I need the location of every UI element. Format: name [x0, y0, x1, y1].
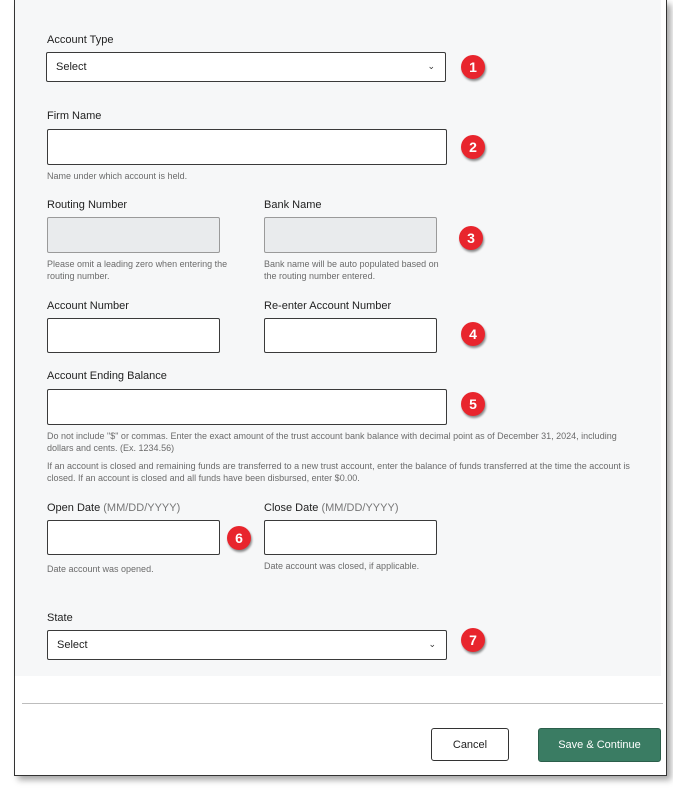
routing-number-label: Routing Number	[47, 199, 128, 211]
ending-balance-help-2: If an account is closed and remaining funds are transferred to a new trust account, enter the balance of funds transferred at the time the account is closed. If an account is closed and all funds have been disbursed, enter $0.00.	[47, 461, 630, 483]
close-date-format-hint: (MM/DD/YYYY)	[321, 502, 399, 514]
marker-2: 2	[461, 135, 485, 159]
cancel-button[interactable]: Cancel	[431, 728, 509, 761]
marker-7: 7	[461, 628, 485, 652]
marker-4: 4	[461, 322, 485, 346]
firm-name-help: Name under which account is held.	[47, 171, 188, 181]
account-number-label: Account Number	[47, 300, 129, 312]
open-date-label-text: Open Date	[47, 502, 101, 514]
marker-5: 5	[461, 392, 485, 416]
marker-1: 1	[461, 55, 485, 79]
chevron-down-icon: ⌄	[427, 60, 435, 71]
marker-6: 6	[227, 526, 251, 550]
state-value: Select	[57, 639, 88, 651]
account-number-input[interactable]	[47, 318, 220, 353]
close-date-help: Date account was closed, if applicable.	[264, 561, 420, 571]
state-select[interactable]	[47, 630, 447, 660]
open-date-label	[47, 502, 180, 514]
reenter-account-number-label: Re-enter Account Number	[264, 300, 392, 312]
firm-name-input[interactable]	[47, 129, 447, 165]
reenter-account-number-input[interactable]	[264, 318, 437, 353]
close-date-label	[264, 502, 398, 514]
state-label: State	[47, 612, 73, 624]
ending-balance-help-1: Do not include "$" or commas. Enter the exact amount of the trust account bank balance with decimal point as of December 31, 2024, including dollars and cents. (Ex. 1234.56)	[47, 431, 617, 453]
close-date-input[interactable]	[264, 520, 437, 555]
open-date-help: Date account was opened.	[47, 564, 154, 574]
marker-3: 3	[459, 226, 483, 250]
bank-name-help: Bank name will be auto populated based on the routing number entered.	[264, 259, 439, 281]
close-date-label-text: Close Date	[264, 502, 319, 514]
routing-number-input[interactable]	[47, 217, 220, 253]
account-type-label: Account Type	[47, 34, 114, 46]
footer-divider	[22, 703, 663, 704]
ending-balance-input[interactable]	[47, 389, 447, 425]
firm-name-label: Firm Name	[47, 110, 102, 122]
open-date-format-hint: (MM/DD/YYYY)	[103, 502, 181, 514]
account-type-value: Select	[56, 61, 87, 73]
account-type-select[interactable]	[46, 52, 446, 82]
chevron-down-icon: ⌄	[428, 638, 436, 649]
bank-name-input	[264, 217, 437, 253]
routing-number-help: Please omit a leading zero when entering the routing number.	[47, 259, 228, 281]
bank-name-label: Bank Name	[264, 199, 322, 211]
save-continue-button[interactable]: Save & Continue	[538, 728, 661, 762]
ending-balance-label: Account Ending Balance	[47, 370, 167, 382]
open-date-input[interactable]	[47, 520, 220, 555]
